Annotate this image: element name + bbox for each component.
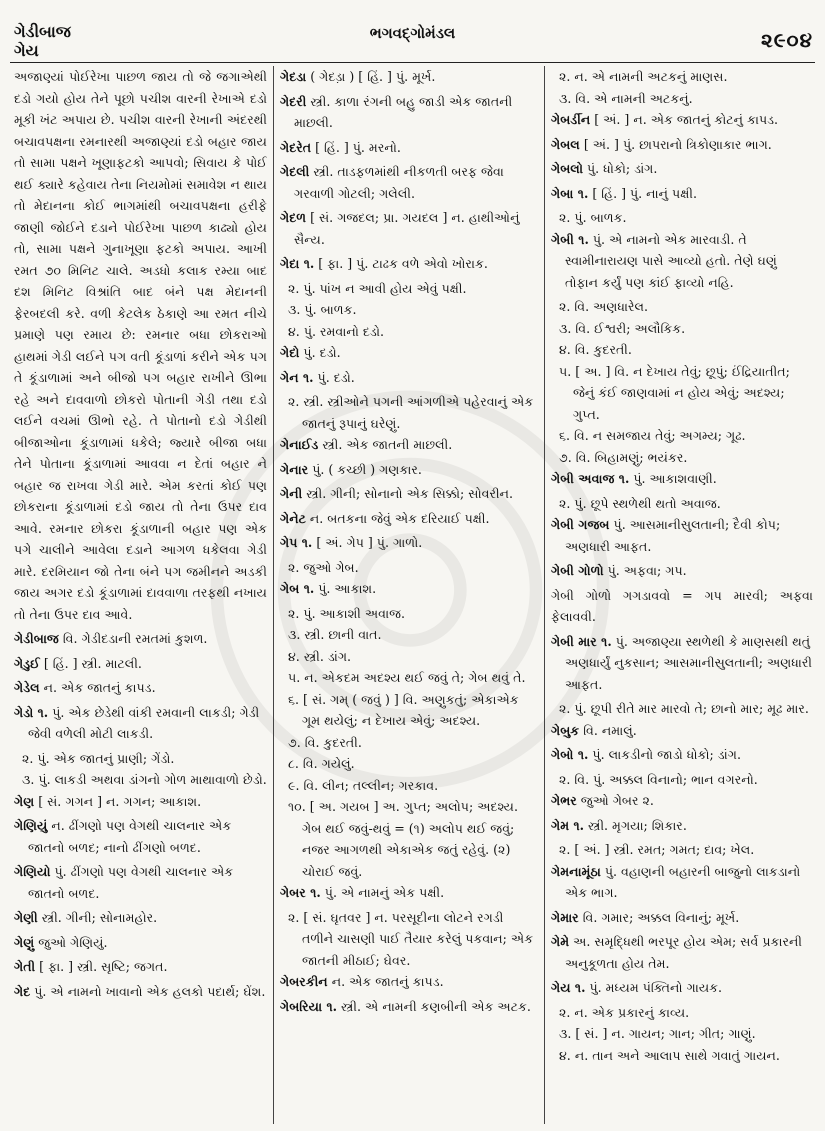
headword: ગેમ ૧. bbox=[551, 817, 585, 833]
dictionary-entry bbox=[280, 996, 538, 1018]
definition: [ હિં. ] પું. મરનો. bbox=[311, 139, 401, 155]
headword: ગેતી bbox=[14, 959, 36, 974]
definition: પું. અફવા; ગપ. bbox=[603, 563, 687, 578]
definition: પું. ( કચ્છી ) ગણકાર. bbox=[308, 461, 422, 477]
dictionary-entry bbox=[551, 977, 813, 999]
definition: [ હિં. ] પું. નાનું પક્ષી. bbox=[588, 185, 697, 201]
definition: પું. એ નામનો ખાવાનો એક હલકો પદાર્થ; ઘેંશ. bbox=[30, 983, 266, 999]
definition: પું. આસમાનીસુલતાની; દૈવી કોપ; અણધારી આફત. bbox=[565, 517, 781, 554]
entry-sense: ૨. પું. એક જાતનું પ્રાણી; ગેંડો. bbox=[22, 750, 175, 766]
dictionary-entry bbox=[280, 342, 538, 364]
definition: સ્ત્રી. મૃગયા; શિકાર. bbox=[584, 817, 687, 833]
headword: ગેબુક bbox=[551, 722, 580, 738]
headword: ગેણિયું bbox=[14, 818, 48, 833]
page-header bbox=[0, 0, 825, 62]
dictionary-entry bbox=[280, 508, 538, 530]
entry-sense: ૩. સ્ત્રી. છાની વાત. bbox=[288, 627, 382, 642]
headword: ગેબલો bbox=[551, 161, 583, 176]
headword: ગેનાર bbox=[280, 461, 309, 477]
headword: ગેદા ૧. bbox=[280, 256, 315, 271]
dictionary-entry bbox=[14, 677, 267, 699]
headword: ગેદડા bbox=[280, 69, 307, 84]
entry-sense: ૧૦. [ અ. ગયબ ] અ. ગુપ્ત; અલોપ; અદશ્ય. ગેબ થઈ જવું-થવું = (૧) અલોપ થઈ જવું; નજર આગળથી એકાએક જતું રહેવું. (૨) ચોરાઈ જવું. bbox=[288, 799, 518, 879]
dictionary-entry bbox=[14, 932, 267, 954]
definition: [ ફા. ] પું. ટાઢક વળે એવો ખોરાક. bbox=[314, 256, 488, 271]
definition: પું. આકાશવાણી. bbox=[629, 471, 717, 486]
headword: ગેદ bbox=[14, 983, 31, 999]
headword: ગેદળ bbox=[280, 210, 307, 225]
definition: પું. એક છેડેથી વાંકી રમવાની લાકડી; ગેડી જેવી વળેલી મોટી લાકડી. bbox=[28, 704, 260, 741]
dictionary-entry bbox=[280, 253, 538, 275]
headword: ગેણિયો bbox=[14, 864, 51, 879]
entry-sense: ૨. પું. છૂપી રીતે માર મારવો તે; છાનો માર; મૂઢ માર. bbox=[559, 701, 809, 716]
definition: પું. અજાણ્યા સ્થળેથી કે માણસથી થતું અણધાર્યું નુકસાન; આસમાનીસુલતાની; અણધારી આફત. bbox=[565, 633, 813, 692]
definition: વિ. ગમાર; અક્કલ વિનાનું; મૂર્ખ. bbox=[578, 909, 740, 925]
dictionary-entry bbox=[551, 931, 813, 974]
dictionary-entry bbox=[280, 532, 538, 554]
dictionary-entry bbox=[280, 161, 538, 204]
headword: ગેડીબાજ bbox=[14, 631, 59, 646]
dictionary-entry bbox=[14, 956, 267, 978]
dictionary-entry bbox=[551, 229, 813, 294]
dictionary-entry bbox=[280, 459, 538, 481]
headword: ગેય ૧. bbox=[551, 980, 586, 995]
definition: [ અં. ] ન. એક જાતનું કોટનું કાપડ. bbox=[590, 112, 779, 127]
entry-sense: ૩. પું. બાળક. bbox=[288, 302, 357, 317]
headword: ગેબી ગજબ bbox=[551, 517, 610, 532]
headword: ગેણી bbox=[14, 910, 38, 925]
entry-sense: ૮. વિ. ગયેલું. bbox=[288, 756, 355, 771]
headword: ગેભર bbox=[551, 793, 577, 808]
headword: ગેદો bbox=[280, 345, 300, 360]
dictionary-entry bbox=[14, 981, 267, 1003]
page-number: ૨૯૦૪ bbox=[760, 28, 813, 52]
definition: પું. દડો. bbox=[313, 369, 355, 385]
column-divider bbox=[273, 66, 274, 1124]
dictionary-entry bbox=[551, 790, 813, 812]
definition: સ્ત્રી. એક જાતની માછલી. bbox=[318, 437, 453, 452]
entry-sense: ૨. [ અં. ] સ્ત્રી. રમત; ગમત; દાવ; ખેલ. bbox=[559, 842, 755, 857]
dictionary-entry bbox=[14, 702, 267, 745]
entry-sense: ૨. ન. એ નામની અટકનું માણસ. bbox=[559, 69, 728, 84]
entry-sense: ૩. વિ. એ નામની અટકનું. bbox=[559, 90, 693, 106]
dictionary-entry bbox=[280, 207, 538, 250]
headword: ગેબા ૧. bbox=[551, 185, 589, 201]
dictionary-entry bbox=[280, 971, 538, 993]
dictionary-entry bbox=[551, 183, 813, 205]
headword: ગેબરકીન bbox=[280, 974, 328, 989]
dictionary-entry bbox=[14, 907, 267, 929]
dictionary-entry bbox=[280, 91, 538, 134]
definition: ( ગેદડ઼ા ) [ હિં. ] પું. મૂર્ખ. bbox=[306, 69, 436, 84]
definition: પું. વહાણની બહારની બાજુનો લાકડાનો એક ભાગ. bbox=[565, 863, 801, 900]
dictionary-entry bbox=[280, 882, 538, 904]
entry-sense: ૨. સ્ત્રી. સ્ત્રીઓને પગની આંગળીએ પહેરવાનું એક જાતનું રૂપાનું ઘરેણું. bbox=[288, 394, 534, 431]
definition: જુઓ ગેબર ૨. bbox=[576, 793, 654, 808]
dictionary-entry bbox=[280, 483, 538, 505]
entry-sense: ૫. ન. એકદમ અદશ્ય થઈ જવું તે; ગેબ થવું તે. bbox=[288, 670, 526, 685]
entry-sense: ૬. વિ. ન સમજાય તેવું; અગમ્ય; ગૂઢ. bbox=[559, 428, 746, 443]
definition: પું. લાકડીનો જાડો ધોકો; ડાંગ. bbox=[588, 747, 741, 762]
headword: ગેબરિયા ૧. bbox=[280, 998, 338, 1014]
entry-continuation: અજાણ્યાં પોઈરેખા પાછળ જાય તો જે જગાએથી દડો ગયો હોય તેને પૂછો પચીશ વારની રેખાએ દડો મૂકી ખંટ અપાય છે. પચીશ વારની રેખાની અંદરથી બચાવપક્ષના રમનારથી અજાણ્યાં દડો બહાર જાય તો સામા પક્ષને ખૂણાફટકો આપવો; સિવાય કે પોઈ થઈ ક્યારે કહેવાય તેના નિયમોમાં સમાવેશ ન થાય તો મેદાનના કોઈ ભાગમાંથી બચાવપક્ષના હરીફે જાણી જોઈને દડાને પોઈરેખા પાછળ કાઢ્યો હોય તો, સામા પક્ષને ગુનાખૂણા ફટકો અપાય. આખી રમત ૭૦ મિનિટ ચાલે. અડધો કલાક રમ્યા બાદ દશ મિનિટ વિશ્રાંતિ બાદ બંને પક્ષ મેદાનની ફેરબદલી કરે. વળી કેટલેક ઠેકાણે આ રમત નીચે પ્રમાણે પણ રમાય છે: રમનાર બધા છોકરાઓ હાથમાં ગેડી લઈને પગ વતી કૂંડાળાં કરીને એક પગ તે કૂંડાળામાં અને બીજો પગ બહાર રાખીને ઊભા રહે અને દાવવાળો છોકરો પોતાની ગેડી તથા દડો લઈને વચમાં ઊભો રહે. તે પોતાનો દડો ગેડીથી બીજાઓના કૂંડાળામાં ધકેલે; જ્યારે બીજા બધા તેને પોતાના કૂંડાળામાં આવવા ન દેતાં બહાર ને બહાર જ રાખવા ગેડી મારે. એમ કરતાં કોઈ પણ છોકરાના કૂંડાળામાં દડો જાય તો તેના ઉપર દાવ આવે. રમનાર છોકરા કૂંડાળાની બહાર પણ એક પગે ચાલીને આવેલા દડાને આગળ ધકેલવા ગેડી મારે. દરમિયાન જો તેના બંને પગ જમીનને અડકી જાય અગર દડો કૂંડાળામાં દાવવાળા તરફથી નખાય તો તેના ઉપર દાવ આવે. bbox=[14, 69, 267, 622]
dictionary-entry bbox=[551, 158, 813, 180]
dictionary-entry bbox=[280, 578, 538, 600]
headword: ગેપ ૧. bbox=[280, 535, 313, 550]
entry-sense: ૨. વિ. પું. અક્કલ વિનાનો; ભાન વગરનો. bbox=[559, 771, 758, 787]
column-1 bbox=[14, 66, 267, 1124]
dictionary-entry bbox=[14, 791, 267, 813]
headword: ગેની bbox=[280, 486, 303, 501]
dictionary-entry bbox=[551, 468, 813, 490]
definition: સ્ત્રી. તાડફળમાંથી નીકળતી બરફ જેવા ગરવાળી ગોટલી; ગલેલી. bbox=[294, 164, 504, 201]
entry-sense: ૩. [ સં. ] ન. ગાયન; ગાન; ગીત; ગાણું. bbox=[559, 1026, 756, 1041]
headword: ગેબો ૧. bbox=[551, 747, 589, 762]
definition: [ સં. ગજદલ; પ્રા. ગયદલ ] ન. હાથીઓનું સૈન્ય. bbox=[294, 210, 520, 247]
dictionary-entry bbox=[14, 628, 267, 650]
headword: ગેડો ૧. bbox=[14, 704, 49, 720]
column-2 bbox=[280, 66, 538, 1124]
entry-sense: ૪. વિ. કુદરતી. bbox=[559, 342, 632, 357]
dictionary-entry bbox=[551, 134, 813, 156]
dictionary-entry bbox=[551, 720, 813, 742]
headword: ગેમે bbox=[551, 934, 570, 949]
column-3 bbox=[551, 66, 813, 1124]
entry-sense: ૨. [ સં. ઘૃતવર ] ન. પરસૂદીના લોટને રગડી તળીને ચાસણી પાઈ તૈયાર કરેલું પકવાન; એક જાતની મીઠાઈ; ઘેવર. bbox=[288, 909, 534, 968]
definition: [ ફા. ] સ્ત્રી. સૃષ્ટિ; જગત. bbox=[35, 959, 168, 974]
definition: પું. આકાશ. bbox=[314, 581, 377, 596]
entry-sense: ૪. પું. રમવાનો દડો. bbox=[288, 323, 384, 339]
dictionary-entry bbox=[280, 66, 538, 88]
headword: ગેદરેત bbox=[280, 139, 312, 155]
definition: ન. બતકના જેવું એક દરિયાઈ પક્ષી. bbox=[305, 510, 490, 526]
column-divider bbox=[544, 66, 545, 1124]
definition: જુઓ ગેણિયું. bbox=[34, 934, 108, 950]
entry-sense: ૪. ન. તાન અને આલાપ સાથે ગવાતું ગાયન. bbox=[559, 1047, 780, 1063]
entry-sense: ૭. વિ. કુદરતી. bbox=[288, 734, 362, 750]
headword: ગેનાઈડ bbox=[280, 437, 319, 452]
entry-sense: ૨. પું. છૂપે સ્થળેથી થતો અવાજ. bbox=[559, 495, 721, 511]
headword: ગેબ ૧. bbox=[280, 581, 315, 596]
headword: ગેબી અવાજ ૧. bbox=[551, 471, 630, 486]
entry-sense: ૫. [ અ. ] વિ. ન દેખાય તેવું; છૂપું; ઈંદ્રિયાતીત; જેનું કંઈ જાણવામાં ન હોય એવું; અદશ્ય; ગુપ્ત. bbox=[559, 363, 790, 422]
definition: પું. મધ્યમ પંક્તિનો ગાયક. bbox=[585, 980, 723, 995]
definition: વિ. નમાલું. bbox=[579, 722, 637, 738]
headword: ગેબી ગોળો bbox=[551, 563, 604, 578]
entry-sense: ૨. ન. એક પ્રકારનું કાવ્ય. bbox=[559, 1004, 690, 1020]
dictionary-entry bbox=[551, 861, 813, 904]
header-rule bbox=[10, 62, 815, 63]
entry-sense: ૪. સ્ત્રી. ડાંગ. bbox=[288, 648, 352, 664]
definition: [ સં. ગગન ] ન. ગગન; આકાશ. bbox=[34, 793, 202, 809]
headword: ગેડુઈ bbox=[14, 655, 40, 671]
headword: ગેબી ૧. bbox=[551, 231, 589, 247]
dictionary-entry bbox=[14, 815, 267, 858]
dictionary-entry bbox=[280, 434, 538, 456]
headword: ગેન ૧. bbox=[280, 369, 314, 385]
entry-sense: ૨. જુઓ ગેબ. bbox=[288, 559, 359, 575]
definition: સ્ત્રી. એ નામની કણબીની એક અટક. bbox=[337, 998, 531, 1014]
entry-sense: ૩. પું. લાકડી અથવા ડાંગનો ગોળ માથાવાળો છેડો. bbox=[22, 772, 267, 787]
headword: ગેણું bbox=[14, 934, 35, 950]
definition: અ. સમૃદ્ધિથી ભરપૂર હોય એમ; સર્વ પ્રકારની અનુકૂળતા હોય તેમ. bbox=[565, 934, 803, 971]
headword: ગેમનામૂંઠા bbox=[551, 863, 601, 879]
entry-sense: ૨. પું. બાળક. bbox=[559, 210, 627, 225]
definition: પું. ધોકો; ડાંગ. bbox=[582, 161, 658, 176]
dictionary-entry bbox=[551, 815, 813, 837]
entry-sense: ૬. [ સં. ગમ્ ( જવું ) ] વિ. અણુકતું; એકાએક ગૂમ થયેલું; ન દેખાય એવું; અદશ્ય. bbox=[288, 691, 519, 728]
definition: પું. દડો. bbox=[299, 345, 341, 360]
headword: ગેબર ૧. bbox=[280, 885, 321, 900]
entry-sense: ૨. વિ. અણધારેલ. bbox=[559, 299, 649, 314]
headword: ગેબલ bbox=[551, 136, 580, 152]
dictionary-entry bbox=[14, 861, 267, 904]
dictionary-entry bbox=[551, 560, 813, 582]
headword: ગેનેટ bbox=[280, 510, 306, 526]
definition: વિ. ગેડીદડાની રમતમાં કુશળ. bbox=[58, 631, 208, 646]
definition: ન. ઢીંગણો પણ વેગથી ચાલનાર એક જાતનો બળદ; નાનો ઢીંગણો બળદ. bbox=[28, 818, 232, 855]
definition: સ્ત્રી. ગીની; સોનાનો એક સિક્કો; સોવરીન. bbox=[302, 486, 513, 501]
entry-sense: ૯. વિ. લીન; તલ્લીન; ગરકાવ. bbox=[288, 777, 439, 793]
dictionary-entry bbox=[551, 744, 813, 766]
definition: પું. એ નામનું એક પક્ષી. bbox=[320, 885, 445, 900]
definition: સ્ત્રી. ગીની; સોનામહોર. bbox=[37, 910, 158, 925]
dictionary-entry bbox=[551, 907, 813, 929]
headword: ગેડેલ bbox=[14, 680, 40, 695]
definition: [ અં. ગેપ ] પું. ગાળો. bbox=[312, 535, 423, 550]
dictionary-entry bbox=[280, 137, 538, 159]
entry-sense: ૨. પું. પાંખ ન આવી હોય એવું પક્ષી. bbox=[288, 280, 467, 296]
headword: ગેણ bbox=[14, 793, 35, 809]
entry-sense: ૩. વિ. ઈશ્વરી; અલૌકિક. bbox=[559, 320, 686, 336]
dictionary-entry bbox=[280, 367, 538, 389]
definition: પું. એ નામનો એક મારવાડી. તે સ્વામીનારાયણ પાસે આવ્યો હતો. તેણે ઘણું તોફાન કર્યું પણ કાંઈ ફાવ્યો નહિ. bbox=[565, 231, 777, 290]
definition: ન. એક જાતનું કાપડ. bbox=[39, 680, 156, 695]
dictionary-entry bbox=[14, 653, 267, 675]
guide-word-bottom: ગેય bbox=[14, 41, 39, 60]
definition: પું. ઢીંગણો પણ વેગથી ચાલનાર એક જાતનો બળદ. bbox=[28, 864, 234, 901]
definition: સ્ત્રી. કાળા રંગની બહુ જાડી એક જાતની માછલી. bbox=[294, 93, 513, 130]
dictionary-title: ભગવદ્ગોમંડલ bbox=[369, 24, 456, 42]
dictionary-entry bbox=[551, 631, 813, 696]
headword: ગેદલી bbox=[280, 164, 310, 179]
headword: ગેદરી bbox=[280, 93, 307, 109]
definition: [ હિં. ] સ્ત્રી. માટલી. bbox=[39, 655, 142, 671]
definition: ન. એક જાતનું કાપડ. bbox=[327, 974, 444, 989]
headword: ગેબર્ડીન bbox=[551, 112, 591, 127]
entry-sense: ૭. વિ. બિહામણું; ભયંકર. bbox=[559, 449, 688, 465]
definition: [ અં. ] પું. છાપરાનો ત્રિકોણાકાર ભાગ. bbox=[579, 136, 772, 152]
dictionary-entry bbox=[551, 109, 813, 131]
entry-sense: ૨. પું. આકાશી અવાજ. bbox=[288, 605, 406, 621]
dictionary-entry bbox=[551, 514, 813, 557]
headword: ગેમાર bbox=[551, 909, 579, 925]
headword: ગેબી માર ૧. bbox=[551, 633, 612, 649]
entry-continuation: ગેબી ગોળો ગગડાવવો = ગપ મારવી; અફવા ફેલાવવી. bbox=[551, 587, 813, 624]
guide-word-top: ગેડીબાજ bbox=[14, 22, 71, 41]
